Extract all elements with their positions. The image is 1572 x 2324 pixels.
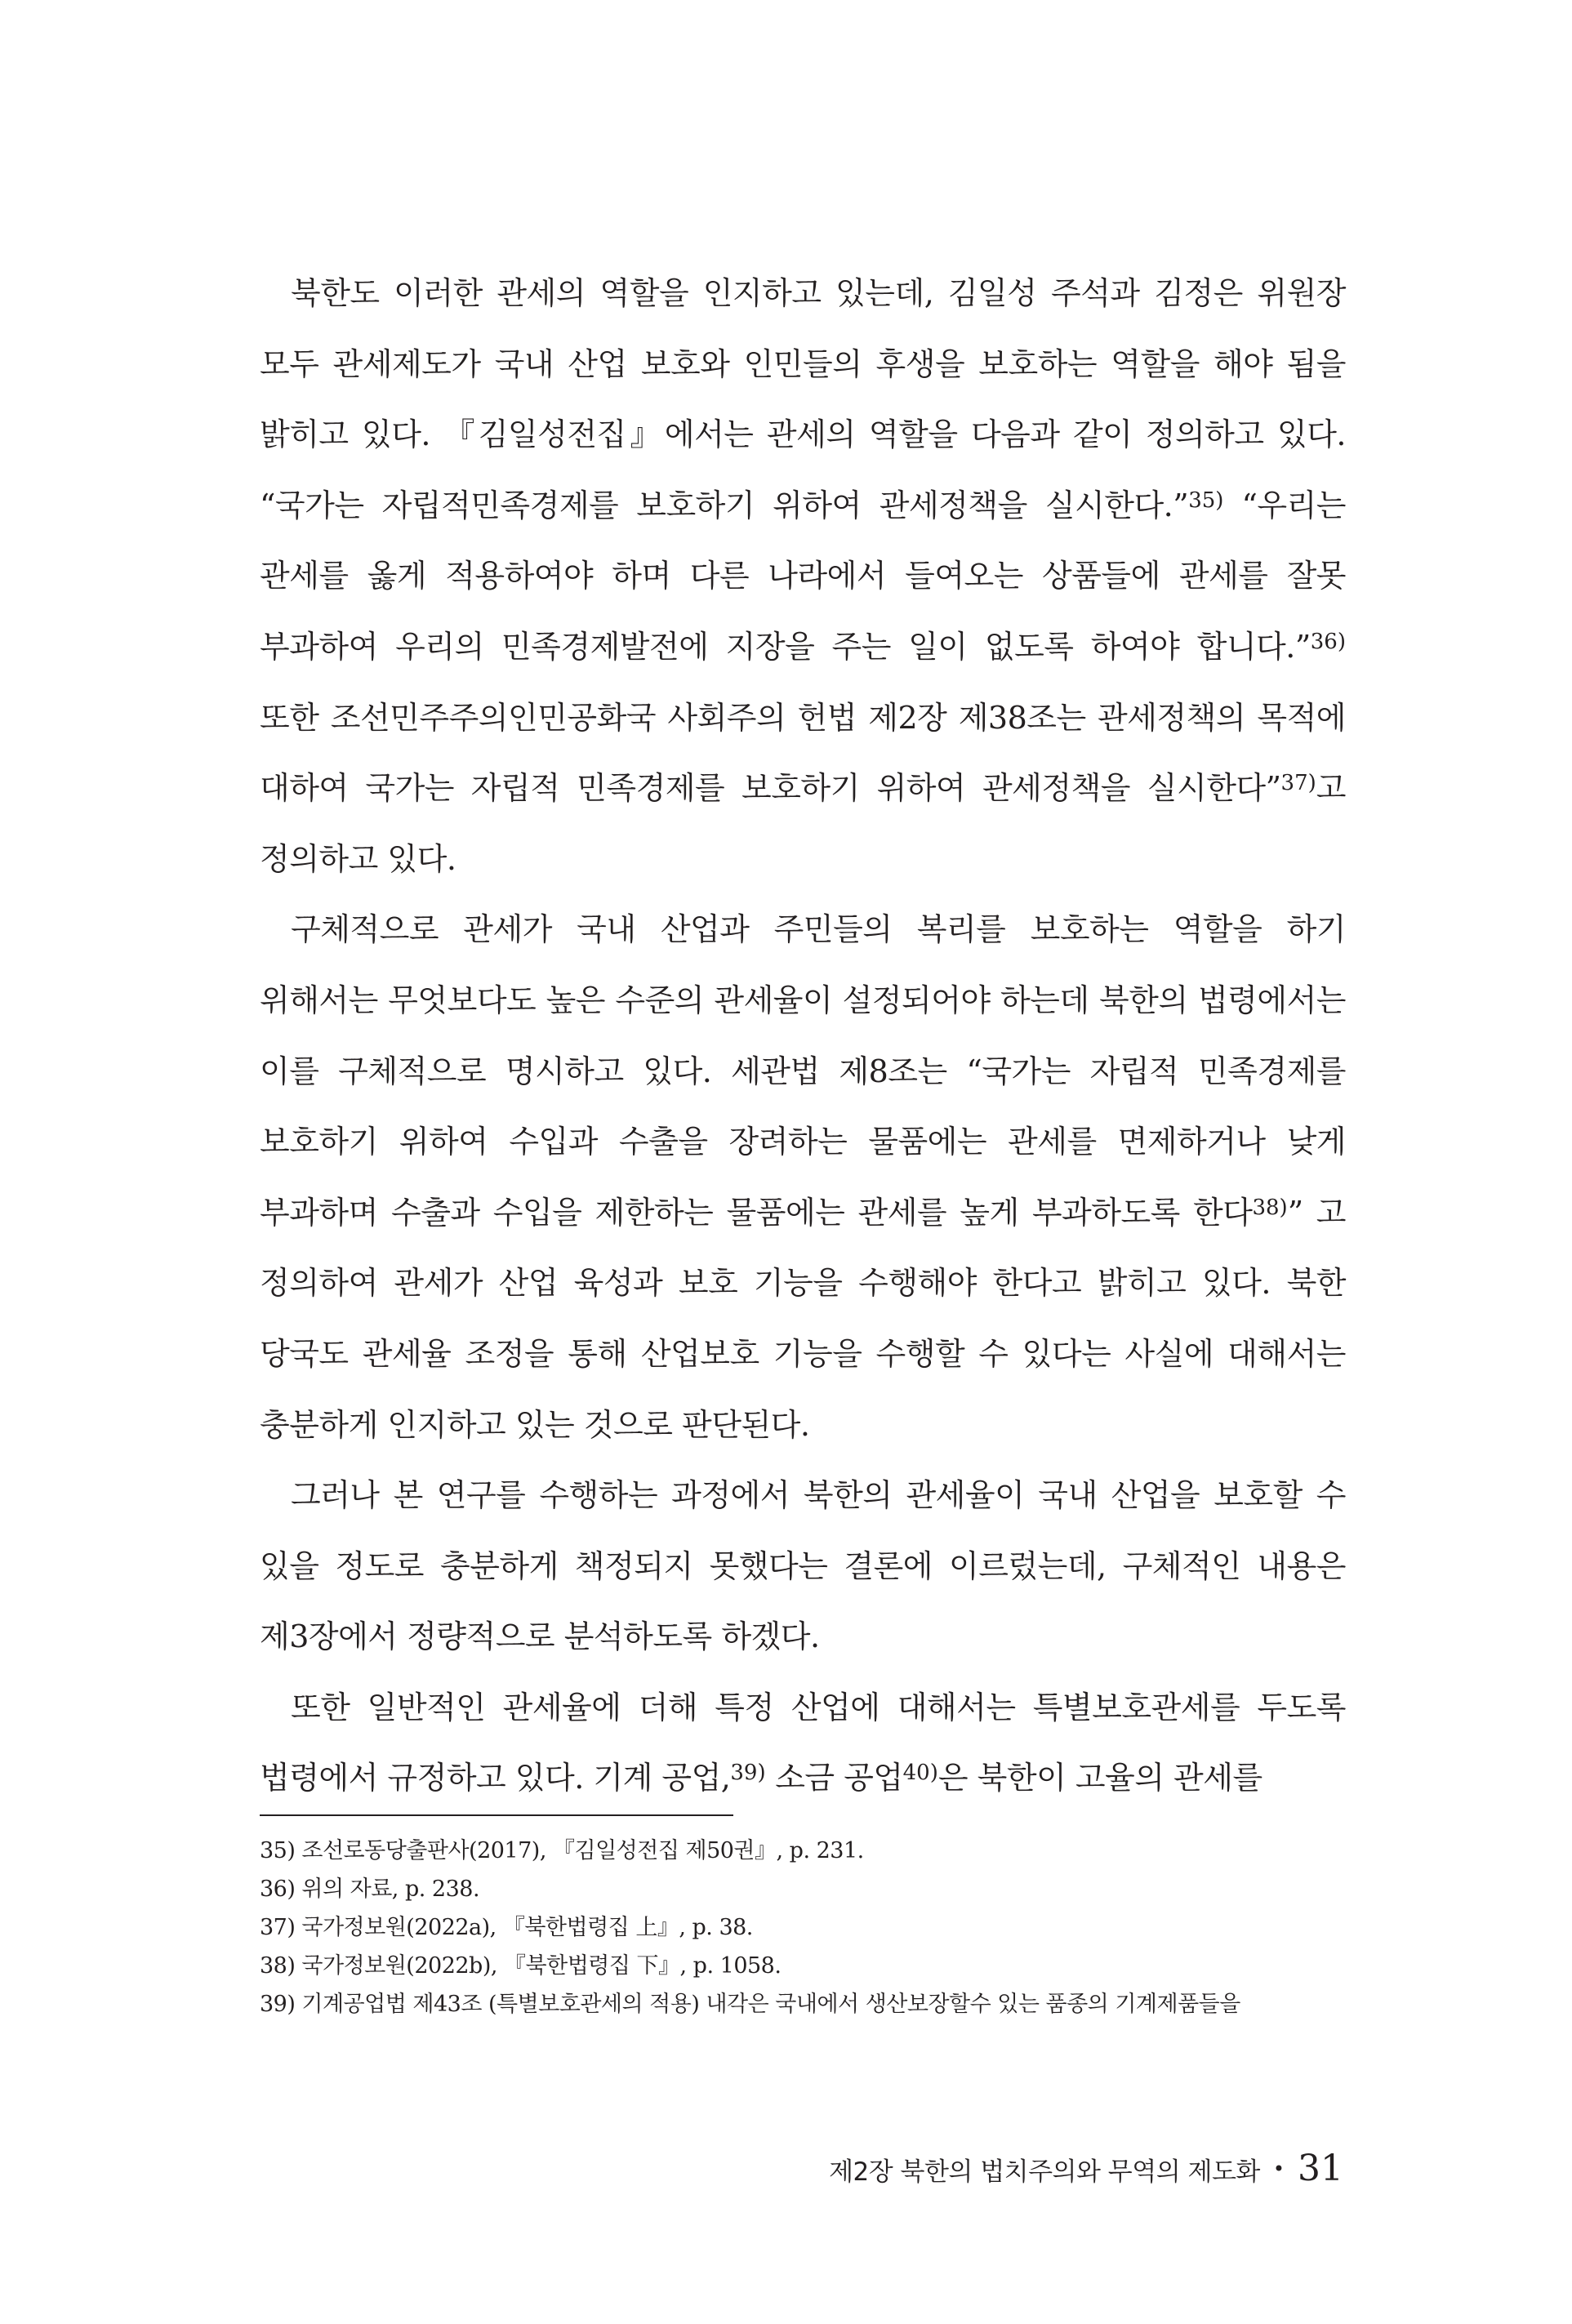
footnote-item	[260, 1908, 1354, 1947]
paragraph-text: “우리는 관세를 옳게 적용하여야 하며 다른 나라에서 들여오는 상품들에 관세를 잘못 부과하여 우리의 민족경제발전에 지장을 주는 일이 없도록 하여야 합니다.”	[260, 487, 1346, 665]
page-number: 31	[1298, 2148, 1343, 2189]
footnote-number: 36)	[260, 1877, 296, 1902]
paragraph-text: 은 북한이 고율의 관세를	[937, 1760, 1262, 1796]
body-paragraph	[260, 894, 1346, 1460]
footnote-text: 조선로동당출판사(2017), 『김일성전집 제50권』, p. 231.	[301, 1838, 864, 1863]
footnote-number: 39)	[260, 1992, 296, 2017]
footnotes	[260, 1832, 1354, 2023]
paragraph-text: 그러나 본 연구를 수행하는 과정에서 북한의 관세율이 국내 산업을 보호할 수 있을 정도로 충분하게 책정되지 못했다는 결론에 이르렀는데, 구체적인 내용은 제3장에서 정량적으로 분석하도록 하겠다.	[260, 1477, 1346, 1655]
footnote-item	[260, 1985, 1354, 2023]
paragraph-text: ” 고 정의하여 관세가 산업 육성과 보호 기능을 수행해야 한다고 밝히고 있다. 북한 당국도 관세율 조정을 통해 산업보호 기능을 수행할 수 있다는 사실에 대해서는 충분하게 인지하고 있는 것으로 판단된다.	[260, 1194, 1346, 1443]
footnote-item	[260, 1832, 1354, 1870]
body-paragraph	[260, 1672, 1346, 1814]
footnote-reference: 36)	[1310, 629, 1346, 654]
paragraph-text: 또한 조선민주주의인민공화국 사회주의 헌법 제2장 제38조는 관세정책의 목적에 대하여 국가는 자립적 민족경제를 보호하기 위하여 관세정책을 실시한다”	[260, 699, 1346, 807]
footnote-item	[260, 1947, 1354, 1985]
footnote-reference: 35)	[1188, 488, 1224, 513]
footnote-reference: 40)	[902, 1761, 938, 1786]
page-footer	[829, 2148, 1343, 2197]
separator-dot: •	[1272, 2157, 1285, 2180]
footnote-number: 38)	[260, 1953, 296, 1979]
paragraph-text: 북한도 이러한 관세의 역할을 인지하고 있는데, 김일성 주석과 김정은 위원장 모두 관세제도가 국내 산업 보호와 인민들의 후생을 보호하는 역할을 해야 됨을 밝히고 있다. 『김일성전집』에서는 관세의 역할을 다음과 같이 정의하고 있다. “국가는 자립적민족경제를 보호하기 위하여 관세정책을 실시한다.”	[260, 275, 1346, 523]
paragraph-text: 고 정의하고 있다.	[260, 770, 1346, 877]
paragraph-text: 구체적으로 관세가 국내 산업과 주민들의 복리를 보호하는 역할을 하기 위해서는 무엇보다도 높은 수준의 관세율이 설정되어야 하는데 북한의 법령에서는 이를 구체적으로 명시하고 있다. 세관법 제8조는 “국가는 자립적 민족경제를 보호하기 위하여 수입과 수출을 장려하는 물품에는 관세를 면제하거나 낮게 부과하며 수출과 수입을 제한하는 물품에는 관세를 높게 부과하도록 한다	[260, 911, 1346, 1231]
footnote-text: 위의 자료, p. 238.	[301, 1877, 480, 1902]
footnote-separator	[260, 1814, 733, 1816]
footnote-reference: 39)	[730, 1761, 766, 1786]
footnote-number: 37)	[260, 1915, 296, 1940]
footnote-text: 국가정보원(2022a), 『북한법령집 上』, p. 38.	[301, 1915, 753, 1940]
footnote-item	[260, 1870, 1354, 1908]
running-head: 제2장 북한의 법치주의와 무역의 제도화	[829, 2157, 1260, 2187]
footnote-reference: 37)	[1280, 771, 1316, 796]
footnote-number: 35)	[260, 1838, 296, 1863]
paragraph-text: 또한 일반적인 관세율에 더해 특정 산업에 대해서는 특별보호관세를 두도록 법령에서 규정하고 있다. 기계 공업,	[260, 1689, 1346, 1796]
footnote-text: 국가정보원(2022b), 『북한법령집 下』, p. 1058.	[301, 1953, 782, 1979]
footnote-reference: 38)	[1252, 1195, 1288, 1220]
body-text	[260, 258, 1346, 1814]
paragraph-text: 소금 공업	[765, 1760, 903, 1796]
footnote-text: 기계공업법 제43조 (특별보호관세의 적용) 내각은 국내에서 생산보장할수 있는 품종의 기계제품들을	[301, 1992, 1240, 2017]
body-paragraph	[260, 1460, 1346, 1672]
body-paragraph	[260, 258, 1346, 894]
